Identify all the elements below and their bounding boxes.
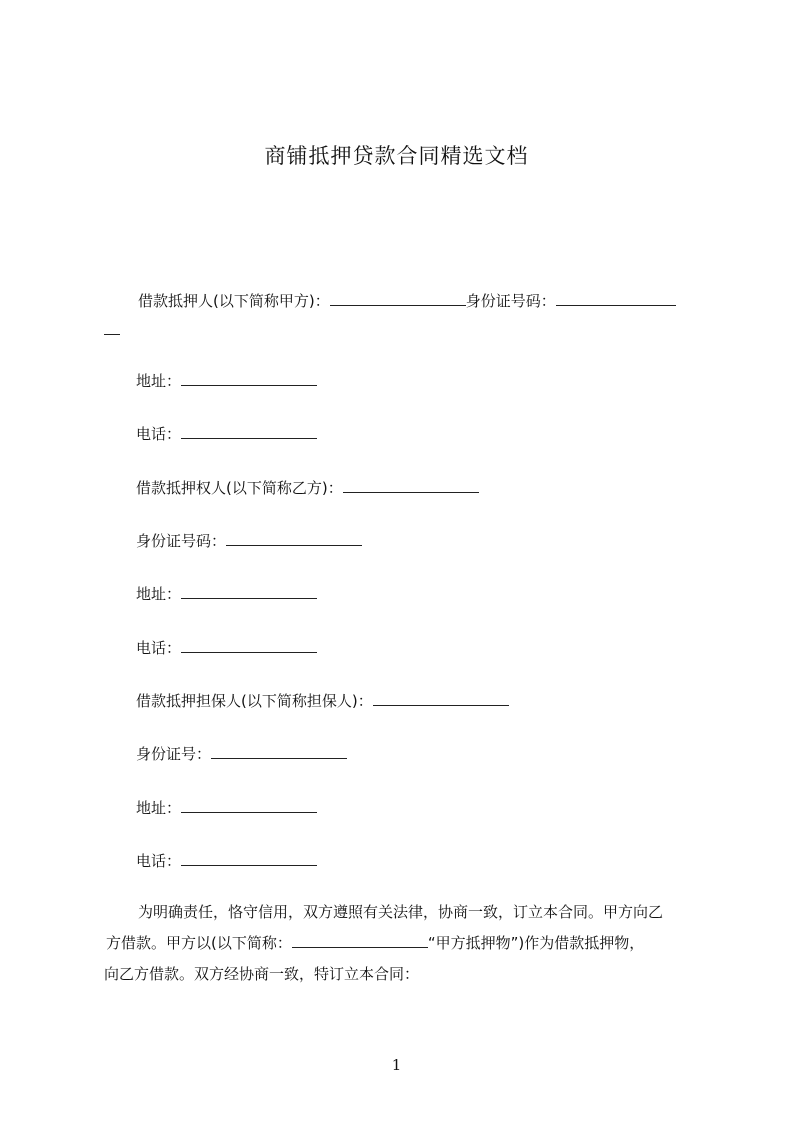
party-b-name-blank[interactable] (343, 478, 479, 493)
party-a-phone-label: 电话： (136, 425, 182, 443)
guarantor-id-line (136, 744, 347, 764)
party-a-address-line (136, 371, 317, 391)
guarantor-address-line (136, 798, 317, 818)
intro-paragraph (104, 897, 704, 990)
party-a-id-blank-continued[interactable] (104, 320, 120, 335)
party-b-name-label: 借款抵押权人(以下简称乙方)： (136, 479, 343, 497)
party-b-id-label: 身份证号码： (136, 532, 227, 550)
party-a-name-label: 借款抵押人(以下简称甲方)： (138, 292, 330, 310)
party-b-phone-label: 电话： (136, 639, 182, 657)
document-title: 商铺抵押贷款合同精选文档 (264, 144, 529, 168)
party-b-phone-blank[interactable] (181, 638, 317, 653)
party-a-id-continuation (104, 320, 120, 340)
party-a-address-label: 地址： (136, 372, 182, 390)
party-a-phone-line (136, 424, 317, 444)
intro-line-1: 为明确责任，恪守信用，双方遵照有关法律，协商一致，订立本合同。甲方向乙 (138, 903, 664, 921)
party-b-address-label: 地址： (136, 585, 182, 603)
intro-line-2-end: “甲方抵押物”)作为借款抵押物， (427, 934, 645, 952)
party-b-address-blank[interactable] (181, 584, 317, 599)
guarantor-address-label: 地址： (136, 799, 182, 817)
party-a-id-blank[interactable] (556, 291, 676, 306)
collateral-name-blank[interactable] (292, 933, 428, 948)
page-number: 1 (391, 1056, 402, 1074)
intro-line-3: 向乙方借款。双方经协商一致，特订立本合同： (104, 965, 420, 983)
guarantor-address-blank[interactable] (181, 798, 317, 813)
party-a-name-blank[interactable] (330, 291, 466, 306)
guarantor-name-label: 借款抵押担保人(以下简称担保人)： (136, 692, 373, 710)
guarantor-phone-label: 电话： (136, 852, 182, 870)
party-a-name-line (138, 291, 676, 311)
party-b-address-line (136, 584, 317, 604)
party-b-phone-line (136, 638, 317, 658)
guarantor-id-label: 身份证号： (136, 745, 212, 763)
guarantor-id-blank[interactable] (211, 744, 347, 759)
guarantor-name-blank[interactable] (373, 691, 509, 706)
guarantor-name-line (136, 691, 509, 711)
party-a-id-label: 身份证号码： (465, 292, 556, 310)
party-b-name-line (136, 478, 479, 498)
party-a-address-blank[interactable] (181, 371, 317, 386)
guarantor-phone-line (136, 851, 317, 871)
guarantor-phone-blank[interactable] (181, 851, 317, 866)
intro-line-2 (104, 928, 704, 959)
party-b-id-line (136, 531, 362, 551)
party-b-id-blank[interactable] (226, 531, 362, 546)
party-a-phone-blank[interactable] (181, 424, 317, 439)
intro-line-2-start: 方借款。甲方以(以下简称： (106, 934, 292, 952)
